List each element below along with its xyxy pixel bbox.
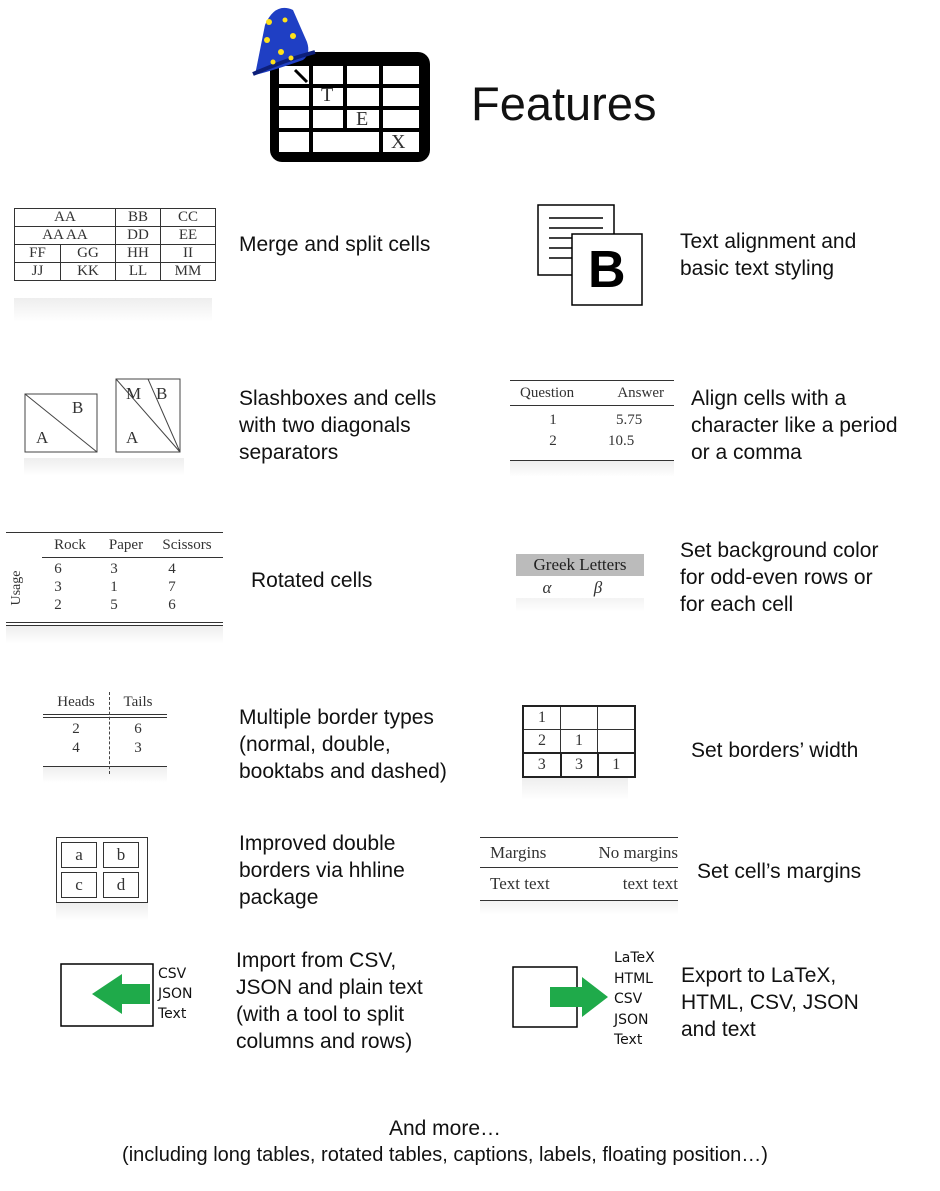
slashbox-label: A: [36, 428, 49, 447]
align-char-table-example: [510, 380, 674, 477]
table-cell: JJ: [15, 263, 61, 281]
table-cell: 1: [110, 579, 118, 595]
feature-label-text-align: Text alignment and basic text styling: [680, 230, 857, 280]
feature-label-slashbox: Slashboxes and cells with two diagonals separators: [239, 387, 437, 464]
page-title: Features: [471, 77, 657, 130]
column-header: Scissors: [162, 537, 212, 553]
column-header: Question: [520, 385, 575, 401]
table-cell: c: [61, 872, 97, 898]
table-cell: β: [593, 578, 603, 597]
logo-letter-t: T: [321, 84, 334, 106]
feature-label-align-char: Align cells with a character like a period or a comma: [691, 387, 898, 464]
table-cell: 5: [110, 597, 118, 613]
format-label: CSV: [614, 991, 643, 1007]
table-cell: 3: [561, 753, 598, 777]
format-label: Text: [158, 1006, 187, 1022]
format-label: Text: [614, 1032, 643, 1048]
table-cell: b: [103, 842, 139, 868]
table-cell: 7: [168, 579, 176, 595]
format-label: JSON: [614, 1011, 649, 1028]
export-formats: [614, 948, 655, 1051]
merged-cell: AA: [15, 209, 116, 227]
format-label: CSV: [158, 966, 187, 982]
dashed-divider: [109, 692, 110, 774]
merge-table-example: [14, 208, 216, 281]
border-types-example: [43, 690, 167, 783]
table-cell: FF: [15, 245, 61, 263]
background-color-example: [516, 554, 644, 612]
table-cell: 6: [134, 721, 142, 737]
column-header: Rock: [54, 537, 86, 553]
table-cell: 2: [72, 721, 80, 737]
table-cell: BB: [116, 209, 161, 227]
table-cell: 6: [54, 561, 62, 577]
table-cell: d: [103, 872, 139, 898]
table-cell: 1: [523, 706, 561, 730]
table-cell: 5.75: [616, 412, 643, 428]
column-header: Heads: [57, 694, 95, 710]
table-cell: [598, 706, 636, 730]
feature-label-merge: Merge and split cells: [239, 233, 431, 256]
column-header: No margins: [598, 843, 678, 862]
table-cell: Text text: [490, 874, 550, 893]
table-cell: 6: [168, 597, 176, 613]
table-cell: KK: [61, 263, 116, 281]
table-cell: text text: [622, 874, 678, 893]
feature-label-export: Export to LaTeX, HTML, CSV, JSON and text: [681, 964, 859, 1041]
table-cell: 1: [549, 412, 557, 428]
table-cell: EE: [178, 227, 198, 243]
table-cell: α: [542, 578, 552, 597]
feature-label-borders: Multiple border types (normal, double, booktabs and dashed): [239, 706, 447, 783]
table-cell: 4: [72, 740, 80, 756]
border-width-example: [522, 705, 636, 800]
rotated-cell: Usage: [9, 570, 24, 606]
feature-label-import: Import from CSV, JSON and plain text (with a tool to split columns and rows): [236, 949, 423, 1053]
column-header: Answer: [617, 385, 664, 401]
slashbox-label: B: [72, 398, 84, 417]
table-cell: 4: [168, 561, 176, 577]
bold-b-icon: B: [588, 241, 626, 299]
table-cell: GG: [61, 245, 116, 263]
logo: [245, 0, 435, 170]
footer-details: (including long tables, rotated tables, captions, labels, floating position…): [122, 1144, 768, 1166]
table-cell: 1: [561, 730, 598, 754]
logo-letter-x: X: [391, 131, 406, 153]
format-label: JSON: [158, 986, 193, 1002]
table-cell: DD: [116, 227, 161, 245]
table-cell: 3: [110, 561, 118, 577]
shaded-header-cell: Greek Letters: [516, 554, 644, 576]
export-icon: [512, 966, 612, 1030]
table-cell: II: [183, 245, 193, 261]
slashbox-label: M: [126, 384, 142, 403]
table-cell: 1: [598, 753, 636, 777]
format-label: HTML: [614, 970, 653, 987]
feature-label-background: Set background color for odd-even rows or for each cell: [680, 539, 879, 616]
table-cell: 2: [54, 597, 62, 613]
table-cell: 3: [54, 579, 62, 595]
column-header: Tails: [123, 694, 153, 710]
merged-cell: AA AA: [15, 227, 116, 245]
reflection: [24, 458, 184, 476]
table-cell: 2: [549, 433, 557, 449]
feature-label-rotated: Rotated cells: [251, 569, 373, 592]
table-cell: 3: [523, 753, 561, 777]
feature-label-border-width: Set borders’ width: [691, 739, 859, 762]
format-label: LaTeX: [614, 950, 655, 966]
footer-and-more: And more…: [388, 1117, 502, 1140]
wizard-table-icon: [245, 0, 435, 170]
column-header: Paper: [108, 537, 144, 553]
logo-letter-e: E: [356, 108, 369, 130]
text-style-icon: [537, 204, 647, 308]
table-cell: 3: [134, 740, 142, 756]
table-cell: LL: [116, 263, 161, 281]
import-formats: [158, 964, 193, 1024]
table-cell: a: [61, 842, 97, 868]
table-cell: MM: [174, 263, 202, 279]
column-header: Margins: [490, 843, 547, 862]
feature-label-hhline: Improved double borders via hhline package: [239, 832, 405, 909]
table-cell: CC: [177, 209, 198, 225]
table-cell: 10.5: [608, 433, 635, 449]
rotated-table-example: [6, 532, 223, 644]
table-cell: HH: [116, 245, 161, 263]
margins-example: [480, 837, 678, 915]
arrow-right-icon: [512, 966, 612, 1030]
slashbox-label: B: [156, 384, 168, 403]
table-cell: 2: [523, 730, 561, 754]
feature-label-margins: Set cell’s margins: [697, 860, 862, 883]
slashbox-label: A: [126, 428, 139, 447]
slashbox-example: [24, 378, 184, 458]
table-cell: [598, 730, 636, 754]
table-cell: [561, 706, 598, 730]
reflection: [14, 298, 212, 322]
hhline-example: [56, 837, 148, 921]
